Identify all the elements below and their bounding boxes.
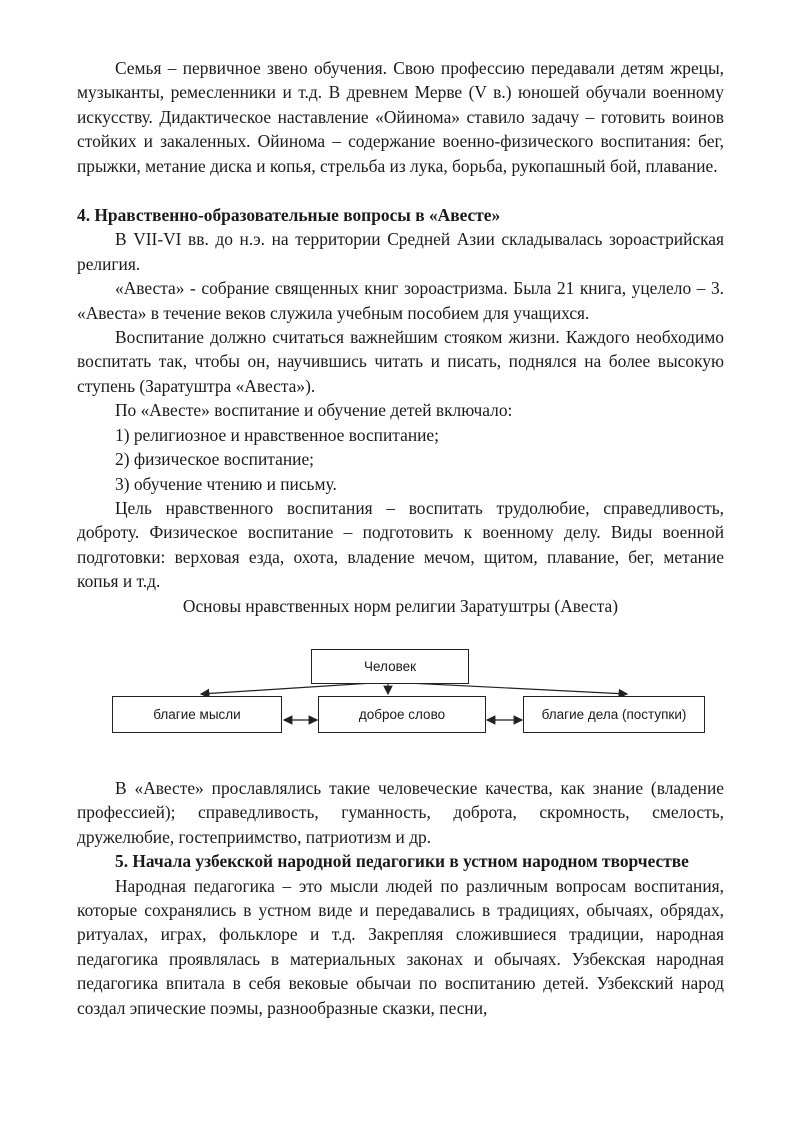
box-good-thoughts: благие мысли (112, 696, 282, 733)
list-item: 1) религиозное и нравственное воспитание; (115, 424, 439, 445)
spacer (77, 178, 724, 203)
paragraph-goal: Цель нравственного воспитания – воспитать трудолюбие, справедливость, доброту. Физическое воспитание – подготовить к военному делу. Виды военной подготовки: верховая езда, охота, владение мечом, щитом, плавание, бег, метание копья и т.д. (77, 497, 724, 592)
paragraph-upbringing: Воспитание должно считаться важнейшим стояком жизни. Каждого необходимо воспитать так, чтобы он, научившись читать и писать, поднялся на более высокую ступень (Заратуштра «Авеста»). (77, 327, 724, 396)
section-heading-5: 5. Начала узбекской народной педагогики в устном народном творчестве (115, 851, 689, 872)
list-item: 3) обучение чтению и письму. (115, 473, 337, 494)
paragraph-folk-pedagogy: Народная педагогика – это мысли людей по различным вопросам воспитания, которые сохранялись в устном виде и передавались в традициях, обычаях, обрядах, ритуалах, играх, фольклоре и т.д. Закрепляя сложившиеся традиции, народная педагогика проявлялась в материальных законах и обычаях. Узбекская народная педагогика впитала в себя вековые обычаи по воспитанию детей. Узбекский народ создал эпические поэмы, разнообразные сказки, песни, (77, 875, 724, 1018)
paragraph-family: Семья – первичное звено обучения. Свою профессию передавали детям жрецы, музыканты, ремесленники и т.д. В древнем Мерве (V в.) юношей обучали военному искусству. Дидактическое наставление «Ойинома» ставило задачу – готовить воинов стойких и закаленных. Ойинома – содержание военно-физического воспитания: бег, прыжки, метание диска и копья, стрельба из лука, борьба, рукопашный бой, плавание. (77, 58, 724, 176)
moral-norms-diagram (77, 618, 724, 776)
paragraph-zoroastrian: В VII-VI вв. до н.э. на территории Средней Азии складывалась зороастрийская религия. (77, 229, 724, 274)
box-good-word: доброе слово (318, 696, 486, 733)
document-page (77, 56, 724, 1020)
list-item: 2) физическое воспитание; (115, 449, 314, 470)
box-good-deeds: благие дела (поступки) (523, 696, 705, 733)
paragraph-list-intro: По «Авесте» воспитание и обучение детей включало: (115, 400, 513, 421)
section-heading-4: 4. Нравственно-образовательные вопросы в «Авесте» (77, 205, 501, 226)
box-human: Человек (311, 649, 469, 684)
diagram-caption: Основы нравственных норм религии Заратуштры (Авеста) (182, 595, 619, 616)
paragraph-avesta: «Авеста» - собрание священных книг зороастризма. Была 21 книга, уцелело – 3. «Авеста» в течение веков служила учебным пособием для учащихся. (77, 278, 724, 323)
paragraph-qualities: В «Авесте» прославлялись такие человеческие качества, как знание (владение профессией); справедливость, гуманность, доброта, скромность, смелость, дружелюбие, гостеприимство, патриотизм и др. (77, 777, 724, 847)
